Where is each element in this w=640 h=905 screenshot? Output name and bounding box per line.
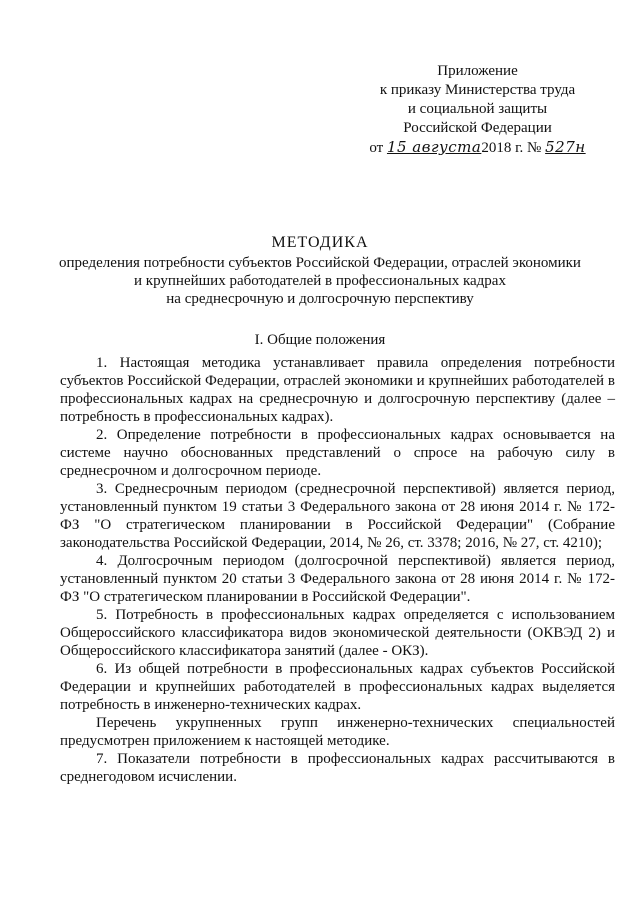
year-part: 2018 г. № bbox=[481, 140, 542, 156]
document-subtitle-line-1: определения потребности субъектов Российской Федерации, отраслей экономики bbox=[59, 255, 581, 271]
appendix-line-2: к приказу Министерства труда bbox=[379, 82, 576, 98]
appendix-line-1: Приложение bbox=[437, 63, 518, 79]
appendix-block bbox=[360, 62, 595, 158]
paragraph-5: 5. Потребность в профессиональных кадрах определяется с использованием Общероссийского классификатора видов экономической деятельности (ОКВЭД 2) и Общероссийского классификатора занятий (далее - ОКЗ). bbox=[60, 607, 615, 659]
document-title: МЕТОДИКА bbox=[271, 234, 369, 251]
paragraph-7: 7. Показатели потребности в профессиональных кадрах рассчитываются в среднегодовом исчислении. bbox=[60, 751, 615, 785]
paragraph-1: 1. Настоящая методика устанавливает правила определения потребности субъектов Российской Федерации, отраслей экономики и крупнейших работодателей в профессиональных кадрах на среднесрочную и долгосрочную перспективу (далее – потребность в профессиональных кадрах). bbox=[60, 355, 615, 425]
paragraph-4: 4. Долгосрочным периодом (долгосрочной перспективой) является период, установленный пунктом 20 статьи 3 Федерального закона от 28 июня 2014 г. № 172-ФЗ "О стратегическом планировании в Российской Федерации". bbox=[60, 553, 615, 605]
paragraph-2: 2. Определение потребности в профессиональных кадрах основывается на системе научно обоснованных представлений о спросе на рабочую силу в среднесрочном и долгосрочном периоде. bbox=[60, 427, 615, 479]
appendix-line-3: и социальной защиты bbox=[407, 101, 548, 117]
document-subtitle-line-3: на среднесрочную и долгосрочную перспективу bbox=[166, 291, 474, 307]
appendix-date-line bbox=[360, 138, 595, 158]
paragraph-6: 6. Из общей потребности в профессиональных кадрах субъектов Российской Федерации и крупнейших работодателей в профессиональных кадрах выделяется потребность в инженерно-технических кадрах. bbox=[60, 661, 615, 713]
date-prefix: от bbox=[369, 140, 384, 156]
document-heading bbox=[40, 232, 600, 308]
paragraph-6-list-note: Перечень укрупненных групп инженерно-технических специальностей предусмотрен приложением к настоящей методике. bbox=[60, 715, 615, 749]
paragraph-3: 3. Среднесрочным периодом (среднесрочной перспективой) является период, установленный пунктом 19 статьи 3 Федерального закона от 28 июня 2014 г. № 172-ФЗ "О стратегическом планировании в Российской Федерации" (Собрание законодательства Российской Федерации, 2014, № 26, ст. 3378; 2016, № 27, ст. 4210); bbox=[60, 481, 615, 551]
appendix-line-4: Российской Федерации bbox=[403, 120, 552, 136]
document-body bbox=[60, 354, 615, 786]
document-subtitle-line-2: и крупнейших работодателей в профессиональных кадрах bbox=[134, 273, 506, 289]
handwritten-date: 15 августа bbox=[386, 138, 482, 156]
handwritten-order-number: 527н bbox=[545, 138, 586, 156]
section-title: I. Общие положения bbox=[254, 332, 386, 348]
